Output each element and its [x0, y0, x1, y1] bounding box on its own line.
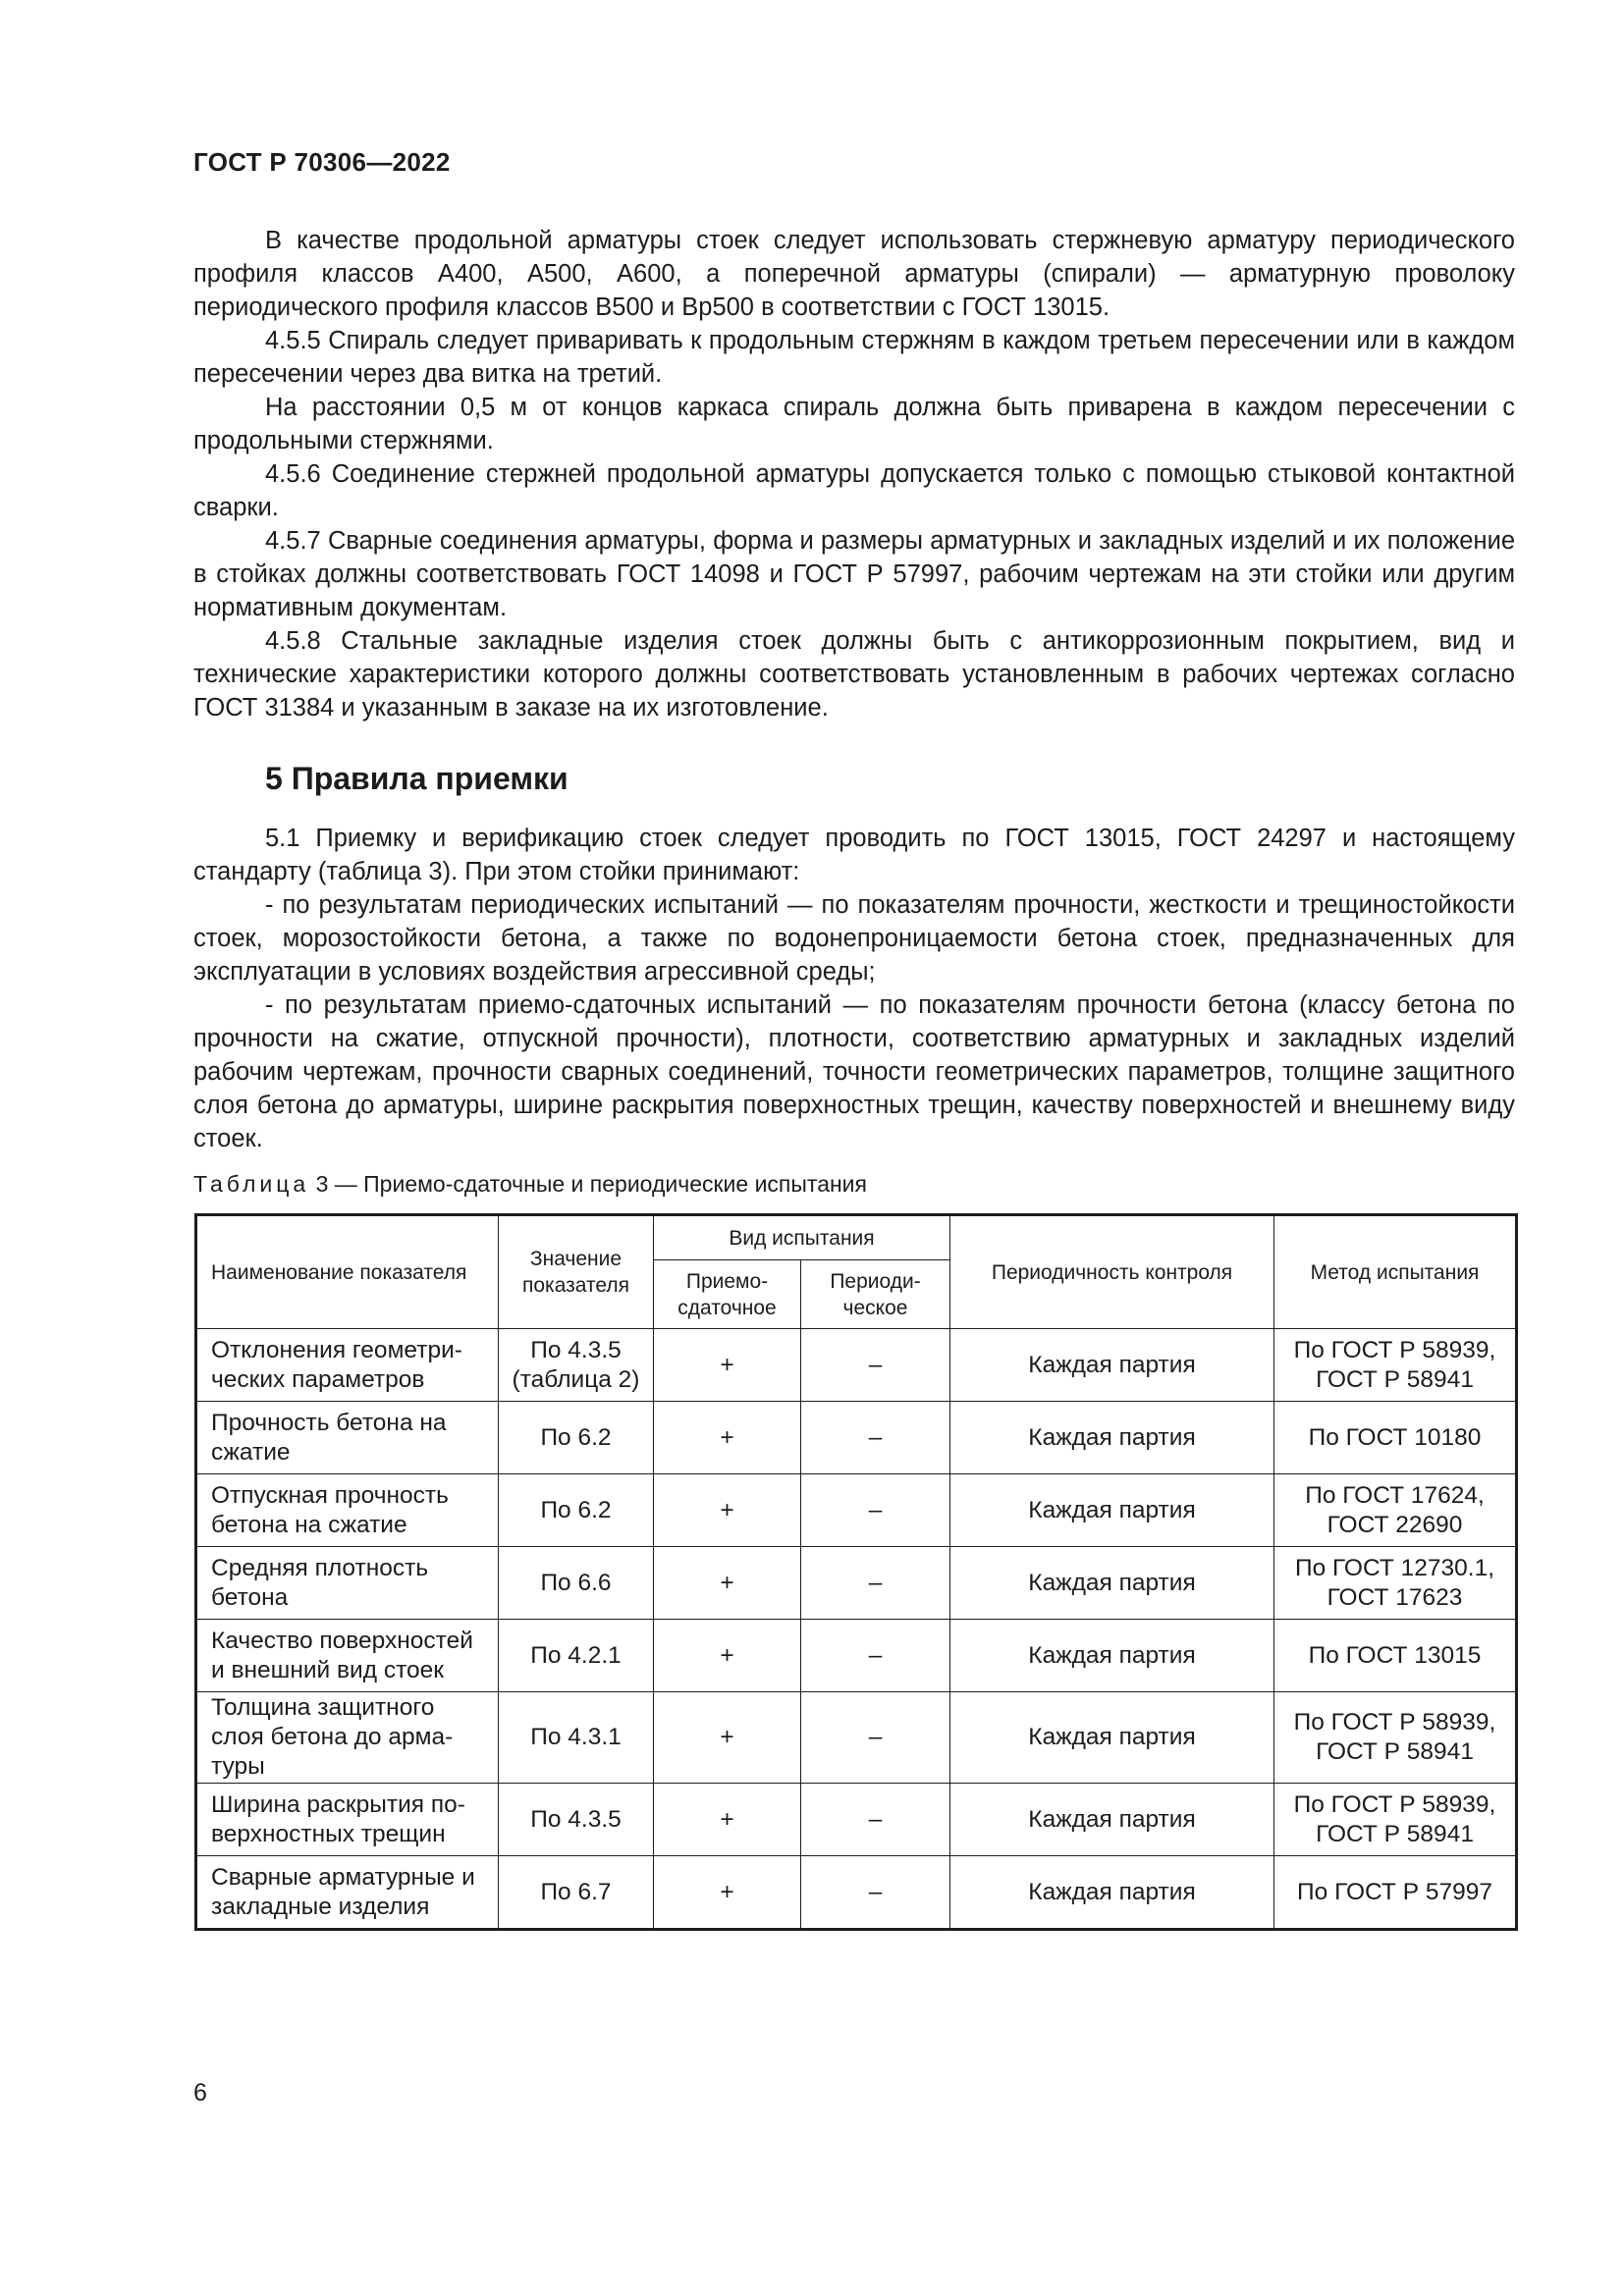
cell-acceptance: +	[654, 1692, 801, 1784]
cell-method: По ГОСТ 13015	[1274, 1620, 1517, 1692]
intro-text-block	[193, 224, 1515, 724]
paragraph-periodic-tests: - по результатам периодических испытаний — по показателям прочности, жесткости и трещиностойкости стоек, морозостойкости бетона, а также по водонепроницаемости бетона стоек, предназначенных для эксплуатации в условиях воздействия агрессивной среды;	[193, 891, 1515, 986]
cell-method: По ГОСТ Р 58939, ГОСТ Р 58941	[1274, 1692, 1517, 1784]
cell-value: По 6.7	[499, 1856, 654, 1930]
paragraph-reinforcement-classes: В качестве продольной арматуры стоек следует использовать стержневую арматуру периодического профиля классов А400, А500, А600, а поперечной арматуры (спирали) — арматурную проволоку периодического профиля классов В500 и Вр500 в соответствии с ГОСТ 13015.	[193, 227, 1515, 321]
cell-periodic: –	[801, 1856, 950, 1930]
paragraph-4-5-6: 4.5.6 Соединение стержней продольной арматуры допускается только с помощью стыковой контактной сварки.	[193, 460, 1515, 521]
cell-acceptance: +	[654, 1402, 801, 1474]
cell-acceptance: +	[654, 1784, 801, 1856]
cell-periodic: –	[801, 1474, 950, 1547]
table-caption	[193, 1171, 867, 1198]
page-number: 6	[193, 2079, 207, 2107]
cell-value: По 6.2	[499, 1402, 654, 1474]
table-caption-word: Таблица	[193, 1171, 310, 1197]
paragraph-acceptance-tests: - по результатам приемо-сдаточных испытаний — по показателям прочности бетона (классу бетона по прочности на сжатие, отпускной прочности), плотности, соответствию арматурных и закладных изделий рабочим чертежам, прочности сварных соединений, точности геометрических параметров, толщине защитного слоя бетона до арматуры, ширине раскрытия поверхностных трещин, качеству поверхностей и внешнему виду стоек.	[193, 991, 1515, 1152]
cell-frequency: Каждая партия	[950, 1402, 1274, 1474]
header-acceptance: Приемо-сдаточное	[654, 1260, 801, 1329]
header-name: Наименование показателя	[196, 1215, 499, 1329]
paragraph-spiral-ends: На расстоянии 0,5 м от концов каркаса спираль должна быть приварена в каждом пересечении с продольными стержнями.	[193, 394, 1515, 454]
table-row	[196, 1692, 1517, 1784]
cell-value: По 4.3.5 (таблица 2)	[499, 1329, 654, 1402]
cell-acceptance: +	[654, 1856, 801, 1930]
cell-method: По ГОСТ Р 58939, ГОСТ Р 58941	[1274, 1784, 1517, 1856]
cell-acceptance: +	[654, 1547, 801, 1620]
table-row	[196, 1402, 1517, 1474]
cell-periodic: –	[801, 1784, 950, 1856]
cell-name: Качество поверхностей и внешний вид стоек	[196, 1620, 499, 1692]
paragraph-5-1: 5.1 Приемку и верификацию стоек следует проводить по ГОСТ 13015, ГОСТ 24297 и настоящему стандарту (таблица 3). При этом стойки принимают:	[193, 825, 1515, 885]
cell-method: По ГОСТ 17624, ГОСТ 22690	[1274, 1474, 1517, 1547]
cell-periodic: –	[801, 1620, 950, 1692]
tests-table	[194, 1213, 1518, 1931]
cell-value: По 6.6	[499, 1547, 654, 1620]
header-method: Метод испытания	[1274, 1215, 1517, 1329]
cell-method: По ГОСТ 10180	[1274, 1402, 1517, 1474]
cell-name: Сварные арматурные и закладные изделия	[196, 1856, 499, 1930]
cell-method: По ГОСТ Р 58939, ГОСТ Р 58941	[1274, 1329, 1517, 1402]
cell-frequency: Каждая партия	[950, 1547, 1274, 1620]
cell-value: По 4.2.1	[499, 1620, 654, 1692]
table-row	[196, 1784, 1517, 1856]
table-row	[196, 1329, 1517, 1402]
section-title: 5 Правила приемки	[265, 761, 568, 796]
section-text-block	[193, 822, 1515, 1155]
header-frequency: Периодичность контроля	[950, 1215, 1274, 1329]
cell-periodic: –	[801, 1692, 950, 1784]
cell-method: По ГОСТ 12730.1, ГОСТ 17623	[1274, 1547, 1517, 1620]
cell-frequency: Каждая партия	[950, 1329, 1274, 1402]
header-test-type: Вид испытания	[654, 1215, 950, 1260]
cell-frequency: Каждая партия	[950, 1856, 1274, 1930]
cell-name: Отпускная прочность бетона на сжатие	[196, 1474, 499, 1547]
cell-name: Ширина раскрытия по-верхностных трещин	[196, 1784, 499, 1856]
cell-name: Отклонения геометри-ческих параметров	[196, 1329, 499, 1402]
table-row	[196, 1856, 1517, 1930]
cell-periodic: –	[801, 1547, 950, 1620]
cell-method: По ГОСТ Р 57997	[1274, 1856, 1517, 1930]
header-periodic: Периоди-ческое	[801, 1260, 950, 1329]
cell-value: По 4.3.5	[499, 1784, 654, 1856]
cell-value: По 4.3.1	[499, 1692, 654, 1784]
table-caption-title: 3 — Приемо-сдаточные и периодические испытания	[315, 1171, 867, 1197]
paragraph-4-5-5: 4.5.5 Спираль следует приваривать к продольным стержням в каждом третьем пересечении или в каждом пересечении через два витка на третий.	[193, 327, 1515, 388]
cell-frequency: Каждая партия	[950, 1784, 1274, 1856]
cell-name: Средняя плотность бетона	[196, 1547, 499, 1620]
cell-name: Толщина защитного слоя бетона до арма-туры	[196, 1692, 499, 1784]
cell-frequency: Каждая партия	[950, 1474, 1274, 1547]
cell-periodic: –	[801, 1402, 950, 1474]
table-header-row	[196, 1215, 1517, 1260]
cell-frequency: Каждая партия	[950, 1692, 1274, 1784]
table-row	[196, 1620, 1517, 1692]
table-row	[196, 1474, 1517, 1547]
header-value: Значение показателя	[499, 1215, 654, 1329]
cell-frequency: Каждая партия	[950, 1620, 1274, 1692]
cell-acceptance: +	[654, 1329, 801, 1402]
document-code-header: ГОСТ Р 70306—2022	[193, 147, 451, 177]
cell-periodic: –	[801, 1329, 950, 1402]
cell-name: Прочность бетона на сжатие	[196, 1402, 499, 1474]
table-row	[196, 1547, 1517, 1620]
cell-acceptance: +	[654, 1474, 801, 1547]
cell-value: По 6.2	[499, 1474, 654, 1547]
paragraph-4-5-8: 4.5.8 Стальные закладные изделия стоек должны быть с антикоррозионным покрытием, вид и технические характеристики которого должны соответствовать установленным в рабочих чертежах согласно ГОСТ 31384 и указанным в заказе на их изготовление.	[193, 627, 1515, 721]
paragraph-4-5-7: 4.5.7 Сварные соединения арматуры, форма и размеры арматурных и закладных изделий и их положение в стойках должны соответствовать ГОСТ 14098 и ГОСТ Р 57997, рабочим чертежам на эти стойки или другим нормативным документам.	[193, 527, 1515, 621]
cell-acceptance: +	[654, 1620, 801, 1692]
